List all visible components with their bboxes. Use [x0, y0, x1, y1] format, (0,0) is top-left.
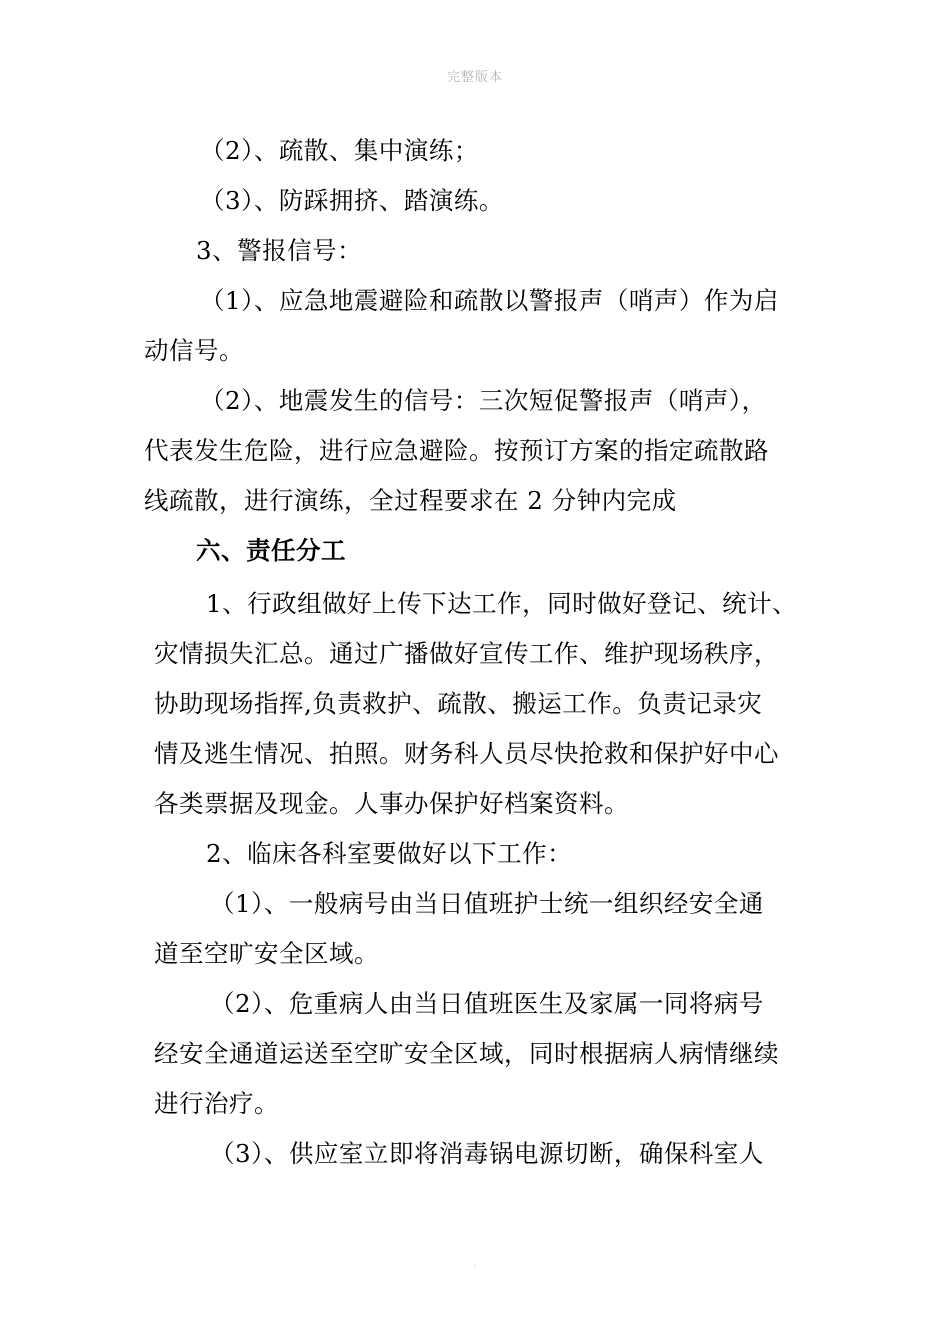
paragraph-line: 各类票据及现金。人事办保护好档案资料。	[154, 789, 629, 818]
paragraph-line: 1、行政组做好上传下达工作，同时做好登记、统计、	[206, 589, 798, 618]
paragraph-line: 经安全通道运送至空旷安全区域，同时根据病人病情继续	[154, 1039, 779, 1068]
page-header: 完整版本	[446, 70, 503, 85]
paragraph-line: 协助现场指挥,负责救护、疏散、搬运工作。负责记录灾	[154, 689, 763, 718]
paragraph-line: （1）、一般病号由当日值班护士统一组织经安全通	[210, 889, 764, 918]
paragraph-line: （1）、应急地震避险和疏散以警报声（哨声）作为启	[200, 286, 779, 315]
paragraph-line: 线疏散，进行演练，全过程要求在 2 分钟内完成	[144, 486, 677, 515]
paragraph-line: 道至空旷安全区域。	[154, 939, 379, 968]
paragraph-line: 3、警报信号：	[196, 236, 363, 265]
section-heading: 六、责任分工	[196, 536, 346, 565]
paragraph-line: （3）、防踩拥挤、踏演练。	[200, 186, 504, 215]
paragraph-line: 代表发生危险，进行应急避险。按预订方案的指定疏散路	[144, 436, 769, 465]
paragraph-line: （3）、供应室立即将消毒锅电源切断，确保科室人	[210, 1139, 764, 1168]
paragraph-line: 灾情损失汇总。通过广播做好宣传工作、维护现场秩序，	[154, 639, 779, 668]
paragraph-line: （2）、危重病人由当日值班医生及家属一同将病号	[210, 989, 764, 1018]
paragraph-line: 2、临床各科室要做好以下工作：	[206, 839, 573, 868]
paragraph-line: 情及逃生情况、拍照。财务科人员尽快抢救和保护好中心	[154, 739, 779, 768]
paragraph-line: 进行治疗。	[154, 1089, 279, 1118]
paragraph-line: （2）、地震发生的信号：三次短促警报声（哨声），	[200, 386, 767, 415]
footer-mark: .	[473, 1258, 477, 1269]
paragraph-line: （2）、疏散、集中演练；	[200, 136, 479, 165]
paragraph-line: 动信号。	[144, 336, 244, 365]
